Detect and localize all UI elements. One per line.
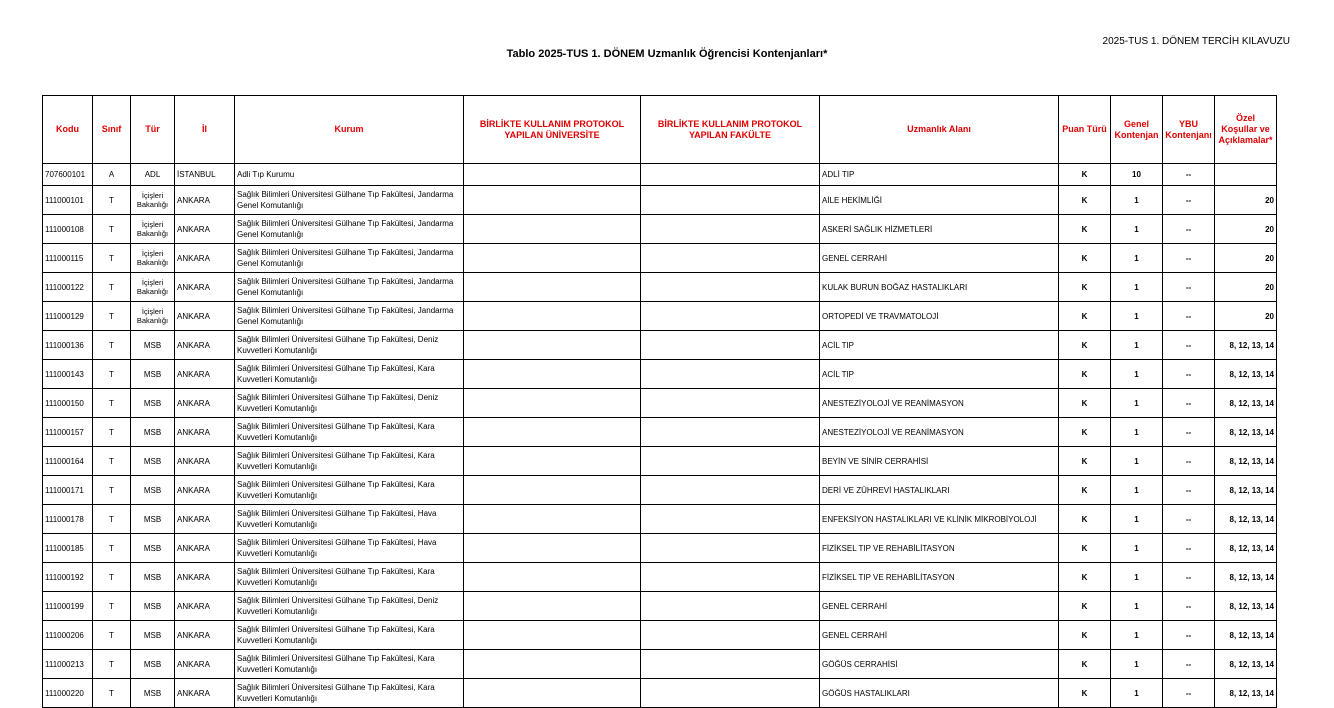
table-row (43, 650, 1277, 679)
cell-genel-kontenjan: 1 (1111, 679, 1163, 708)
cell-puan-turu: K (1059, 164, 1111, 186)
cell-protokol-universite (464, 186, 641, 215)
cell-protokol-fakulte (641, 447, 820, 476)
cell-uzmanlik-alani: GÖĞÜS HASTALIKLARI (820, 679, 1059, 708)
cell-kurum: Sağlık Bilimleri Üniversitesi Gülhane Tıp Fakültesi, Kara Kuvvetleri Komutanlığı (235, 621, 464, 650)
cell-ozel-kosullar: 8, 12, 13, 14 (1215, 418, 1277, 447)
table-row (43, 418, 1277, 447)
cell-puan-turu: K (1059, 302, 1111, 331)
cell-ozel-kosullar: 20 (1215, 302, 1277, 331)
col-header-puan-turu: Puan Türü (1059, 96, 1111, 164)
cell-kodu: 111000192 (43, 563, 93, 592)
cell-ozel-kosullar: 8, 12, 13, 14 (1215, 331, 1277, 360)
cell-puan-turu: K (1059, 679, 1111, 708)
cell-sinif: T (93, 302, 131, 331)
table-row (43, 389, 1277, 418)
cell-protokol-universite (464, 679, 641, 708)
cell-protokol-fakulte (641, 360, 820, 389)
cell-tur: İçişleri Bakanlığı (131, 244, 175, 273)
cell-kodu: 111000101 (43, 186, 93, 215)
cell-kodu: 111000213 (43, 650, 93, 679)
cell-tur: MSB (131, 679, 175, 708)
table-row (43, 447, 1277, 476)
cell-puan-turu: K (1059, 621, 1111, 650)
cell-ozel-kosullar: 8, 12, 13, 14 (1215, 563, 1277, 592)
cell-ozel-kosullar: 8, 12, 13, 14 (1215, 389, 1277, 418)
col-header-genel-kontenjan: Genel Kontenjan (1111, 96, 1163, 164)
cell-il: ANKARA (175, 621, 235, 650)
cell-tur: MSB (131, 534, 175, 563)
cell-protokol-fakulte (641, 505, 820, 534)
cell-genel-kontenjan: 1 (1111, 273, 1163, 302)
cell-tur: MSB (131, 360, 175, 389)
cell-protokol-fakulte (641, 476, 820, 505)
cell-kodu: 111000129 (43, 302, 93, 331)
cell-ybu-kontenjani: -- (1163, 215, 1215, 244)
cell-ozel-kosullar: 8, 12, 13, 14 (1215, 534, 1277, 563)
cell-kodu: 111000185 (43, 534, 93, 563)
cell-protokol-fakulte (641, 679, 820, 708)
cell-il: ANKARA (175, 679, 235, 708)
cell-il: ANKARA (175, 302, 235, 331)
cell-ybu-kontenjani: -- (1163, 476, 1215, 505)
cell-kurum: Sağlık Bilimleri Üniversitesi Gülhane Tıp Fakültesi, Kara Kuvvetleri Komutanlığı (235, 476, 464, 505)
cell-puan-turu: K (1059, 186, 1111, 215)
cell-tur: MSB (131, 621, 175, 650)
cell-uzmanlik-alani: DERİ VE ZÜHREVİ HASTALIKLARI (820, 476, 1059, 505)
cell-ybu-kontenjani: -- (1163, 186, 1215, 215)
cell-genel-kontenjan: 1 (1111, 592, 1163, 621)
cell-puan-turu: K (1059, 563, 1111, 592)
col-header-tur: Tür (131, 96, 175, 164)
cell-ozel-kosullar: 20 (1215, 244, 1277, 273)
cell-genel-kontenjan: 1 (1111, 360, 1163, 389)
cell-tur: İçişleri Bakanlığı (131, 302, 175, 331)
cell-kodu: 111000206 (43, 621, 93, 650)
cell-tur: ADL (131, 164, 175, 186)
cell-kurum: Sağlık Bilimleri Üniversitesi Gülhane Tıp Fakültesi, Jandarma Genel Komutanlığı (235, 186, 464, 215)
cell-il: ANKARA (175, 244, 235, 273)
cell-kodu: 111000178 (43, 505, 93, 534)
cell-sinif: T (93, 621, 131, 650)
cell-sinif: T (93, 418, 131, 447)
cell-il: ANKARA (175, 360, 235, 389)
cell-ozel-kosullar: 8, 12, 13, 14 (1215, 650, 1277, 679)
table-row (43, 215, 1277, 244)
cell-protokol-universite (464, 650, 641, 679)
cell-uzmanlik-alani: FİZİKSEL TIP VE REHABİLİTASYON (820, 563, 1059, 592)
table-row (43, 505, 1277, 534)
cell-genel-kontenjan: 10 (1111, 164, 1163, 186)
cell-ybu-kontenjani: -- (1163, 389, 1215, 418)
cell-protokol-fakulte (641, 534, 820, 563)
cell-genel-kontenjan: 1 (1111, 215, 1163, 244)
cell-uzmanlik-alani: ORTOPEDİ VE TRAVMATOLOJİ (820, 302, 1059, 331)
cell-kodu: 111000171 (43, 476, 93, 505)
table-row (43, 186, 1277, 215)
cell-il: İSTANBUL (175, 164, 235, 186)
cell-ybu-kontenjani: -- (1163, 164, 1215, 186)
cell-genel-kontenjan: 1 (1111, 331, 1163, 360)
cell-ybu-kontenjani: -- (1163, 650, 1215, 679)
cell-tur: MSB (131, 418, 175, 447)
cell-protokol-fakulte (641, 621, 820, 650)
cell-kodu: 111000115 (43, 244, 93, 273)
cell-kurum: Sağlık Bilimleri Üniversitesi Gülhane Tıp Fakültesi, Kara Kuvvetleri Komutanlığı (235, 679, 464, 708)
cell-kodu: 111000164 (43, 447, 93, 476)
cell-protokol-universite (464, 244, 641, 273)
cell-il: ANKARA (175, 505, 235, 534)
cell-uzmanlik-alani: GENEL CERRAHİ (820, 592, 1059, 621)
cell-kurum: Sağlık Bilimleri Üniversitesi Gülhane Tıp Fakültesi, Deniz Kuvvetleri Komutanlığı (235, 389, 464, 418)
cell-puan-turu: K (1059, 505, 1111, 534)
cell-ybu-kontenjani: -- (1163, 534, 1215, 563)
cell-genel-kontenjan: 1 (1111, 447, 1163, 476)
cell-protokol-fakulte (641, 650, 820, 679)
cell-puan-turu: K (1059, 389, 1111, 418)
cell-protokol-universite (464, 447, 641, 476)
col-header-protokol-fakulte: BİRLİKTE KULLANIM PROTOKOL YAPILAN FAKÜLTE (641, 96, 820, 164)
cell-protokol-universite (464, 360, 641, 389)
cell-protokol-fakulte (641, 273, 820, 302)
cell-kurum: Sağlık Bilimleri Üniversitesi Gülhane Tıp Fakültesi, Kara Kuvvetleri Komutanlığı (235, 650, 464, 679)
cell-kurum: Sağlık Bilimleri Üniversitesi Gülhane Tıp Fakültesi, Deniz Kuvvetleri Komutanlığı (235, 592, 464, 621)
cell-il: ANKARA (175, 650, 235, 679)
cell-kurum: Sağlık Bilimleri Üniversitesi Gülhane Tıp Fakültesi, Deniz Kuvvetleri Komutanlığı (235, 331, 464, 360)
cell-ozel-kosullar: 8, 12, 13, 14 (1215, 505, 1277, 534)
cell-puan-turu: K (1059, 534, 1111, 563)
cell-genel-kontenjan: 1 (1111, 505, 1163, 534)
cell-protokol-fakulte (641, 592, 820, 621)
page-title: Tablo 2025-TUS 1. DÖNEM Uzmanlık Öğrencisi Kontenjanları* (506, 48, 828, 60)
cell-kurum: Sağlık Bilimleri Üniversitesi Gülhane Tıp Fakültesi, Kara Kuvvetleri Komutanlığı (235, 418, 464, 447)
cell-kurum: Sağlık Bilimleri Üniversitesi Gülhane Tıp Fakültesi, Jandarma Genel Komutanlığı (235, 215, 464, 244)
cell-sinif: T (93, 331, 131, 360)
cell-ozel-kosullar: 8, 12, 13, 14 (1215, 360, 1277, 389)
cell-genel-kontenjan: 1 (1111, 534, 1163, 563)
cell-kurum: Sağlık Bilimleri Üniversitesi Gülhane Tıp Fakültesi, Kara Kuvvetleri Komutanlığı (235, 360, 464, 389)
cell-kodu: 111000199 (43, 592, 93, 621)
cell-sinif: T (93, 476, 131, 505)
cell-genel-kontenjan: 1 (1111, 418, 1163, 447)
cell-sinif: A (93, 164, 131, 186)
cell-sinif: T (93, 186, 131, 215)
cell-ybu-kontenjani: -- (1163, 447, 1215, 476)
cell-puan-turu: K (1059, 418, 1111, 447)
cell-genel-kontenjan: 1 (1111, 476, 1163, 505)
cell-kurum: Sağlık Bilimleri Üniversitesi Gülhane Tıp Fakültesi, Hava Kuvvetleri Komutanlığı (235, 505, 464, 534)
col-header-il: İl (175, 96, 235, 164)
cell-ybu-kontenjani: -- (1163, 302, 1215, 331)
table-row (43, 592, 1277, 621)
cell-sinif: T (93, 650, 131, 679)
col-header-sinif: Sınıf (93, 96, 131, 164)
cell-sinif: T (93, 360, 131, 389)
cell-puan-turu: K (1059, 331, 1111, 360)
cell-kodu: 111000108 (43, 215, 93, 244)
cell-kurum: Sağlık Bilimleri Üniversitesi Gülhane Tıp Fakültesi, Jandarma Genel Komutanlığı (235, 273, 464, 302)
cell-puan-turu: K (1059, 650, 1111, 679)
cell-sinif: T (93, 389, 131, 418)
table-row (43, 476, 1277, 505)
cell-il: ANKARA (175, 447, 235, 476)
guide-label: 2025-TUS 1. DÖNEM TERCİH KILAVUZU (1102, 36, 1290, 47)
table-row (43, 621, 1277, 650)
cell-protokol-universite (464, 215, 641, 244)
cell-puan-turu: K (1059, 215, 1111, 244)
cell-puan-turu: K (1059, 447, 1111, 476)
cell-tur: MSB (131, 563, 175, 592)
cell-ybu-kontenjani: -- (1163, 592, 1215, 621)
cell-uzmanlik-alani: ADLİ TIP (820, 164, 1059, 186)
cell-ybu-kontenjani: -- (1163, 563, 1215, 592)
cell-il: ANKARA (175, 389, 235, 418)
cell-kodu: 111000220 (43, 679, 93, 708)
cell-protokol-universite (464, 331, 641, 360)
cell-protokol-fakulte (641, 186, 820, 215)
cell-tur: MSB (131, 592, 175, 621)
cell-protokol-universite (464, 592, 641, 621)
cell-il: ANKARA (175, 476, 235, 505)
cell-il: ANKARA (175, 418, 235, 447)
cell-uzmanlik-alani: BEYİN VE SİNİR CERRAHİSİ (820, 447, 1059, 476)
cell-kodu: 111000150 (43, 389, 93, 418)
table-row (43, 563, 1277, 592)
cell-ybu-kontenjani: -- (1163, 244, 1215, 273)
cell-kodu: 111000136 (43, 331, 93, 360)
cell-kurum: Sağlık Bilimleri Üniversitesi Gülhane Tıp Fakültesi, Hava Kuvvetleri Komutanlığı (235, 534, 464, 563)
cell-kodu: 111000122 (43, 273, 93, 302)
cell-uzmanlik-alani: GENEL CERRAHİ (820, 244, 1059, 273)
cell-kodu: 707600101 (43, 164, 93, 186)
cell-protokol-universite (464, 621, 641, 650)
cell-uzmanlik-alani: ACİL TIP (820, 360, 1059, 389)
cell-genel-kontenjan: 1 (1111, 186, 1163, 215)
cell-uzmanlik-alani: ACİL TIP (820, 331, 1059, 360)
table-row (43, 331, 1277, 360)
cell-sinif: T (93, 679, 131, 708)
cell-genel-kontenjan: 1 (1111, 302, 1163, 331)
cell-genel-kontenjan: 1 (1111, 244, 1163, 273)
cell-tur: MSB (131, 650, 175, 679)
col-header-ozel-kosullar: Özel Koşullar ve Açıklamalar* (1215, 96, 1277, 164)
cell-ybu-kontenjani: -- (1163, 621, 1215, 650)
col-header-ybu-kontenjani: YBU Kontenjanı (1163, 96, 1215, 164)
cell-tur: MSB (131, 389, 175, 418)
cell-kurum: Sağlık Bilimleri Üniversitesi Gülhane Tıp Fakültesi, Kara Kuvvetleri Komutanlığı (235, 447, 464, 476)
cell-il: ANKARA (175, 186, 235, 215)
cell-tur: MSB (131, 505, 175, 534)
cell-protokol-universite (464, 302, 641, 331)
cell-uzmanlik-alani: ANESTEZİYOLOJİ VE REANİMASYON (820, 389, 1059, 418)
cell-sinif: T (93, 244, 131, 273)
cell-sinif: T (93, 534, 131, 563)
cell-il: ANKARA (175, 592, 235, 621)
cell-protokol-universite (464, 476, 641, 505)
cell-ozel-kosullar (1215, 164, 1277, 186)
cell-uzmanlik-alani: ASKERİ SAĞLIK HİZMETLERİ (820, 215, 1059, 244)
cell-uzmanlik-alani: AİLE HEKİMLİĞİ (820, 186, 1059, 215)
cell-genel-kontenjan: 1 (1111, 563, 1163, 592)
col-header-kurum: Kurum (235, 96, 464, 164)
cell-ozel-kosullar: 20 (1215, 186, 1277, 215)
cell-tur: MSB (131, 476, 175, 505)
cell-tur: MSB (131, 331, 175, 360)
cell-puan-turu: K (1059, 360, 1111, 389)
cell-sinif: T (93, 447, 131, 476)
cell-ybu-kontenjani: -- (1163, 418, 1215, 447)
cell-protokol-fakulte (641, 331, 820, 360)
table-header-row (43, 96, 1277, 164)
cell-kurum: Sağlık Bilimleri Üniversitesi Gülhane Tıp Fakültesi, Jandarma Genel Komutanlığı (235, 302, 464, 331)
cell-ozel-kosullar: 20 (1215, 215, 1277, 244)
cell-sinif: T (93, 505, 131, 534)
cell-ozel-kosullar: 8, 12, 13, 14 (1215, 621, 1277, 650)
cell-uzmanlik-alani: FİZİKSEL TIP VE REHABİLİTASYON (820, 534, 1059, 563)
cell-ybu-kontenjani: -- (1163, 273, 1215, 302)
cell-il: ANKARA (175, 215, 235, 244)
cell-protokol-universite (464, 563, 641, 592)
table-row (43, 244, 1277, 273)
cell-il: ANKARA (175, 331, 235, 360)
cell-ybu-kontenjani: -- (1163, 679, 1215, 708)
col-header-kodu: Kodu (43, 96, 93, 164)
col-header-uzmanlik-alani: Uzmanlık Alanı (820, 96, 1059, 164)
cell-ozel-kosullar: 20 (1215, 273, 1277, 302)
cell-ozel-kosullar: 8, 12, 13, 14 (1215, 592, 1277, 621)
table-row (43, 302, 1277, 331)
cell-protokol-universite (464, 273, 641, 302)
cell-protokol-universite (464, 505, 641, 534)
cell-kodu: 111000157 (43, 418, 93, 447)
cell-protokol-fakulte (641, 418, 820, 447)
cell-puan-turu: K (1059, 476, 1111, 505)
cell-ybu-kontenjani: -- (1163, 505, 1215, 534)
cell-ybu-kontenjani: -- (1163, 360, 1215, 389)
cell-kurum: Sağlık Bilimleri Üniversitesi Gülhane Tıp Fakültesi, Jandarma Genel Komutanlığı (235, 244, 464, 273)
cell-kodu: 111000143 (43, 360, 93, 389)
cell-ozel-kosullar: 8, 12, 13, 14 (1215, 679, 1277, 708)
table-row (43, 679, 1277, 708)
cell-sinif: T (93, 592, 131, 621)
cell-tur: İçişleri Bakanlığı (131, 215, 175, 244)
cell-protokol-fakulte (641, 215, 820, 244)
table-row (43, 164, 1277, 186)
table-row (43, 534, 1277, 563)
cell-genel-kontenjan: 1 (1111, 621, 1163, 650)
cell-ybu-kontenjani: -- (1163, 331, 1215, 360)
cell-il: ANKARA (175, 563, 235, 592)
cell-puan-turu: K (1059, 244, 1111, 273)
cell-protokol-universite (464, 389, 641, 418)
cell-protokol-universite (464, 534, 641, 563)
cell-uzmanlik-alani: GÖĞÜS CERRAHİSİ (820, 650, 1059, 679)
cell-kurum: Sağlık Bilimleri Üniversitesi Gülhane Tıp Fakültesi, Kara Kuvvetleri Komutanlığı (235, 563, 464, 592)
cell-puan-turu: K (1059, 592, 1111, 621)
cell-protokol-fakulte (641, 302, 820, 331)
cell-kurum: Adli Tıp Kurumu (235, 164, 464, 186)
cell-protokol-universite (464, 164, 641, 186)
cell-protokol-fakulte (641, 164, 820, 186)
cell-protokol-fakulte (641, 563, 820, 592)
cell-puan-turu: K (1059, 273, 1111, 302)
cell-il: ANKARA (175, 534, 235, 563)
cell-protokol-fakulte (641, 389, 820, 418)
quota-table (42, 95, 1277, 708)
cell-tur: İçişleri Bakanlığı (131, 186, 175, 215)
cell-protokol-universite (464, 418, 641, 447)
cell-ozel-kosullar: 8, 12, 13, 14 (1215, 476, 1277, 505)
cell-ozel-kosullar: 8, 12, 13, 14 (1215, 447, 1277, 476)
cell-uzmanlik-alani: ANESTEZİYOLOJİ VE REANİMASYON (820, 418, 1059, 447)
cell-uzmanlik-alani: KULAK BURUN BOĞAZ HASTALIKLARI (820, 273, 1059, 302)
cell-uzmanlik-alani: GENEL CERRAHİ (820, 621, 1059, 650)
cell-sinif: T (93, 273, 131, 302)
cell-uzmanlik-alani: ENFEKSİYON HASTALIKLARI VE KLİNİK MİKROBİYOLOJİ (820, 505, 1059, 534)
cell-genel-kontenjan: 1 (1111, 650, 1163, 679)
cell-genel-kontenjan: 1 (1111, 389, 1163, 418)
cell-protokol-fakulte (641, 244, 820, 273)
table-row (43, 360, 1277, 389)
cell-sinif: T (93, 215, 131, 244)
table-row (43, 273, 1277, 302)
cell-il: ANKARA (175, 273, 235, 302)
col-header-protokol-universite: BİRLİKTE KULLANIM PROTOKOL YAPILAN ÜNİVERSİTE (464, 96, 641, 164)
cell-tur: MSB (131, 447, 175, 476)
cell-tur: İçişleri Bakanlığı (131, 273, 175, 302)
cell-sinif: T (93, 563, 131, 592)
